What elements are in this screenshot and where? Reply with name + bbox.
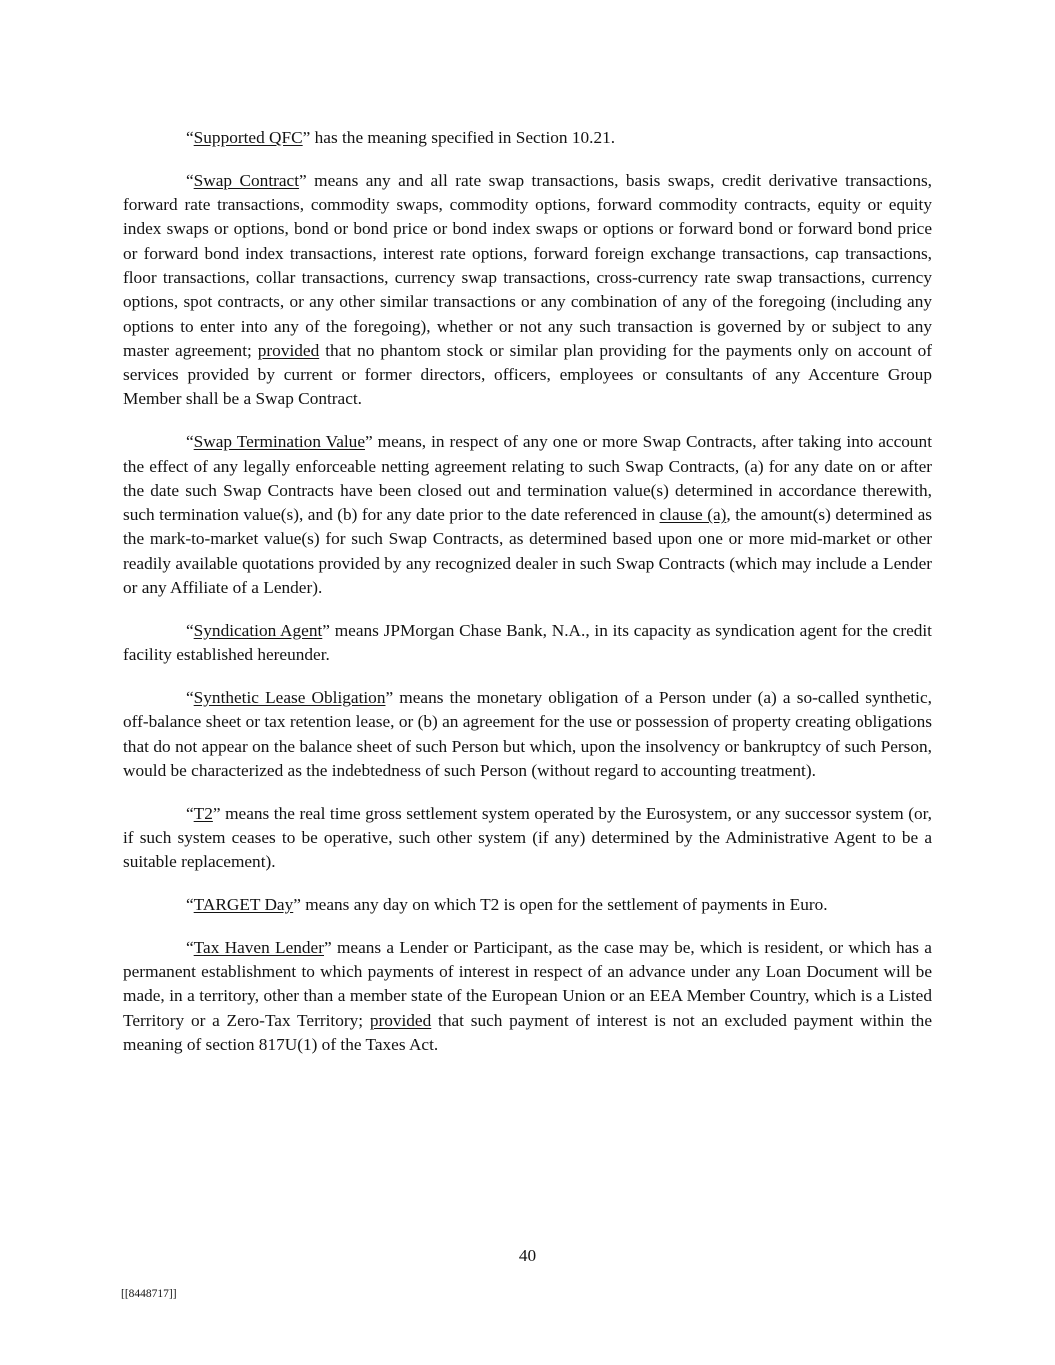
definition-paragraph-target-day (123, 893, 932, 917)
document-id-tag: [[8448717]] (121, 1288, 177, 1300)
paragraph-text: ” has the meaning specified in Section 10.21. (302, 128, 616, 147)
definition-paragraph-swap-termination-value (123, 430, 932, 600)
proviso-reference: provided (369, 1010, 432, 1030)
defined-term: Supported QFC (193, 128, 303, 147)
paragraph-text: “ (186, 620, 194, 640)
paragraph-text: ” means JPMorgan Chase Bank, N.A., in its capacity as syndication agent for the credit facility established hereunder. (123, 620, 932, 665)
definition-paragraph-syndication-agent (123, 619, 932, 668)
paragraph-text: “ (186, 687, 194, 707)
definition-paragraph-swap-contract (123, 169, 932, 412)
definition-paragraph-supported-qfc (123, 126, 932, 150)
defined-term: TARGET Day (193, 895, 294, 915)
paragraph-text: ” means the real time gross settlement system operated by the Eurosystem, or any successor system (or, if such system ceases to be operative, such other system (if any) determined by the Administrative Agent to be a suitable replacement). (123, 803, 932, 872)
paragraph-text: ” means a Lender or Participant, as the case may be, which is resident, or which has a permanent establishment to which payments of interest in respect of an advance under any Loan Document will be made, in a territory, other than a member state of the European Union or an EEA Member Country, which is a Listed Territory or a Zero-Tax Territory; (123, 937, 932, 1030)
defined-term: Swap Termination Value (193, 432, 365, 452)
defined-term: Synthetic Lease Obligation (193, 687, 386, 707)
paragraph-text: ” means any and all rate swap transactions, basis swaps, credit derivative transactions, forward rate transactions, commodity swaps, commodity options, forward commodity contracts, equity or equity index swaps or options, bond or bond price or bond index swaps or options or forward bond or forward bond price or forward bond index transactions, interest rate options, forward foreign exchange transactions, cap transactions, floor transactions, collar transactions, currency swap transactions, cross-currency rate swap transactions, currency options, spot contracts, or any other similar transactions or any combination of any of the foregoing (including any options to enter into any of the foregoing), whether or not any such transaction is governed by or subject to any master agreement; (123, 170, 933, 360)
defined-term: T2 (193, 803, 213, 823)
paragraph-text: “ (186, 170, 194, 190)
defined-term: Swap Contract (193, 170, 300, 190)
page-number: 40 (518, 1246, 537, 1265)
paragraph-text: ” means, in respect of any one or more Swap Contracts, after taking into account the effect of any legally enforceable netting agreement relating to such Swap Contracts, (a) for any date on or after the date such Swap Contracts have been closed out and termination value(s) determined in accordance therewith, such termination value(s), and (b) for any date prior to the date referenced in (123, 432, 932, 525)
proviso-reference: provided (257, 340, 320, 360)
paragraph-text: that no phantom stock or similar plan providing for the payments only on account of services provided by current or former directors, officers, employees or consultants of any Accenture Group Member shall be a Swap Contract. (123, 340, 932, 409)
paragraph-text: “ (186, 803, 194, 823)
clause-reference: clause (a) (659, 505, 727, 525)
definition-paragraph-t2 (123, 802, 932, 875)
definition-paragraph-synthetic-lease-obligation (123, 686, 932, 783)
paragraph-text: that such payment of interest is not an excluded payment within the meaning of section 817U(1) of the Taxes Act. (123, 1010, 932, 1054)
paragraph-text: “ (186, 895, 194, 915)
paragraph-text: ” means any day on which T2 is open for the settlement of payments in Euro. (293, 895, 828, 915)
paragraph-text: “ (186, 432, 194, 452)
paragraph-text: “ (186, 937, 194, 957)
paragraph-text: “ (186, 128, 194, 147)
paragraph-text: ” means the monetary obligation of a Person under (a) a so-called synthetic, off-balance sheet or tax retention lease, or (b) an agreement for the use or possession of property creating obligations that do not appear on the balance sheet of such Person but which, upon the insolvency or bankruptcy of such Person, would be characterized as the indebtedness of such Person (without regard to accounting treatment). (123, 687, 932, 780)
defined-term: Syndication Agent (193, 620, 323, 640)
definition-paragraph-tax-haven-lender (123, 936, 932, 1057)
paragraph-text: , the amount(s) determined as the mark-to-market value(s) for such Swap Contracts, as determined based upon one or more mid-market or other readily available quotations provided by any recognized dealer in such Swap Contracts (which may include a Lender or any Affiliate of a Lender). (123, 505, 932, 598)
document-body (123, 126, 932, 1057)
defined-term: Tax Haven Lender (193, 937, 324, 957)
